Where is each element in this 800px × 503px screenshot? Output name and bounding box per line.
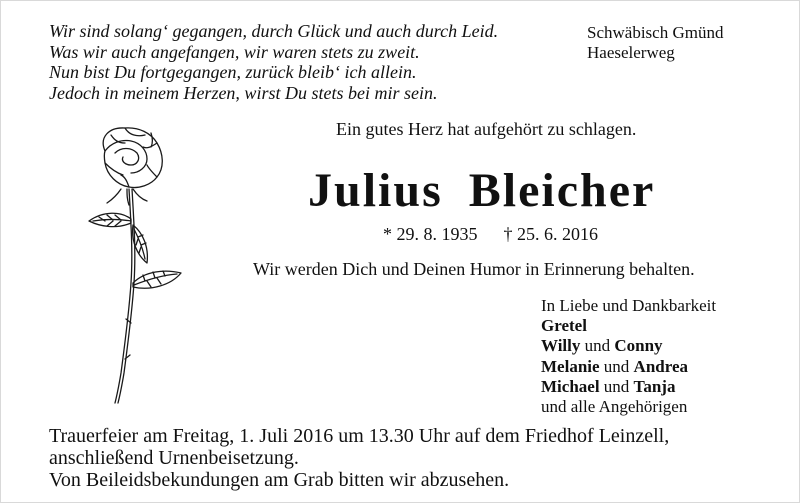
ceremony-line: Trauerfeier am Freitag, 1. Juli 2016 um 13.30 Uhr auf dem Friedhof Leinzell, [49, 425, 670, 447]
mourner-name: Melanie [541, 356, 600, 376]
and-word: und [603, 356, 630, 376]
all-relatives: und alle Angehörigen [541, 397, 688, 417]
poem-line: Wir sind solang‘ gegangen, durch Glück und auch durch Leid. [49, 21, 499, 41]
remembrance-text: Wir werden Dich und Deinen Humor in Erinnerung behalten. [253, 259, 695, 279]
ceremony-line: anschließend Urnenbeisetzung. [49, 447, 299, 469]
mourner-pair [541, 357, 781, 377]
mourner-pair [541, 336, 781, 356]
and-word: und [584, 336, 611, 356]
mourner-name: Tanja [633, 376, 676, 396]
life-dates [383, 223, 683, 245]
and-word: und [603, 376, 630, 396]
intro-text: Ein gutes Herz hat aufgehört zu schlagen. [336, 119, 637, 139]
ceremony-line: Von Beileidsbekundungen am Grab bitten wir abzusehen. [49, 469, 510, 491]
birth-date: * 29. 8. 1935 [383, 224, 478, 244]
location-city: Schwäbisch Gmünd [587, 23, 724, 42]
poem-line: Jedoch in meinem Herzen, wirst Du stets bei mir sein. [49, 82, 438, 103]
mourner-pair [541, 377, 781, 397]
mourner-name: Michael [541, 376, 600, 396]
deceased-name: Julius Bleicher [308, 164, 656, 217]
ceremony-info [49, 425, 769, 491]
mourner-name: Andrea [633, 356, 689, 376]
mourner-name: Conny [614, 336, 663, 356]
mourner-name: Gretel [541, 316, 587, 336]
mourner-name: Willy [541, 336, 581, 356]
memorial-poem [49, 21, 579, 103]
location-block [587, 23, 787, 63]
poem-line: Was wir auch angefangen, wir waren stets zu zweit. [49, 41, 420, 62]
poem-line: Nun bist Du fortgegangen, zurück bleib‘ ich allein. [49, 62, 417, 82]
mourners-heading: In Liebe und Dankbarkeit [541, 296, 717, 315]
death-date: † 25. 6. 2016 [503, 224, 598, 244]
rose-icon [81, 123, 193, 405]
location-street: Haeselerweg [587, 43, 675, 62]
mourners-block [541, 296, 781, 417]
